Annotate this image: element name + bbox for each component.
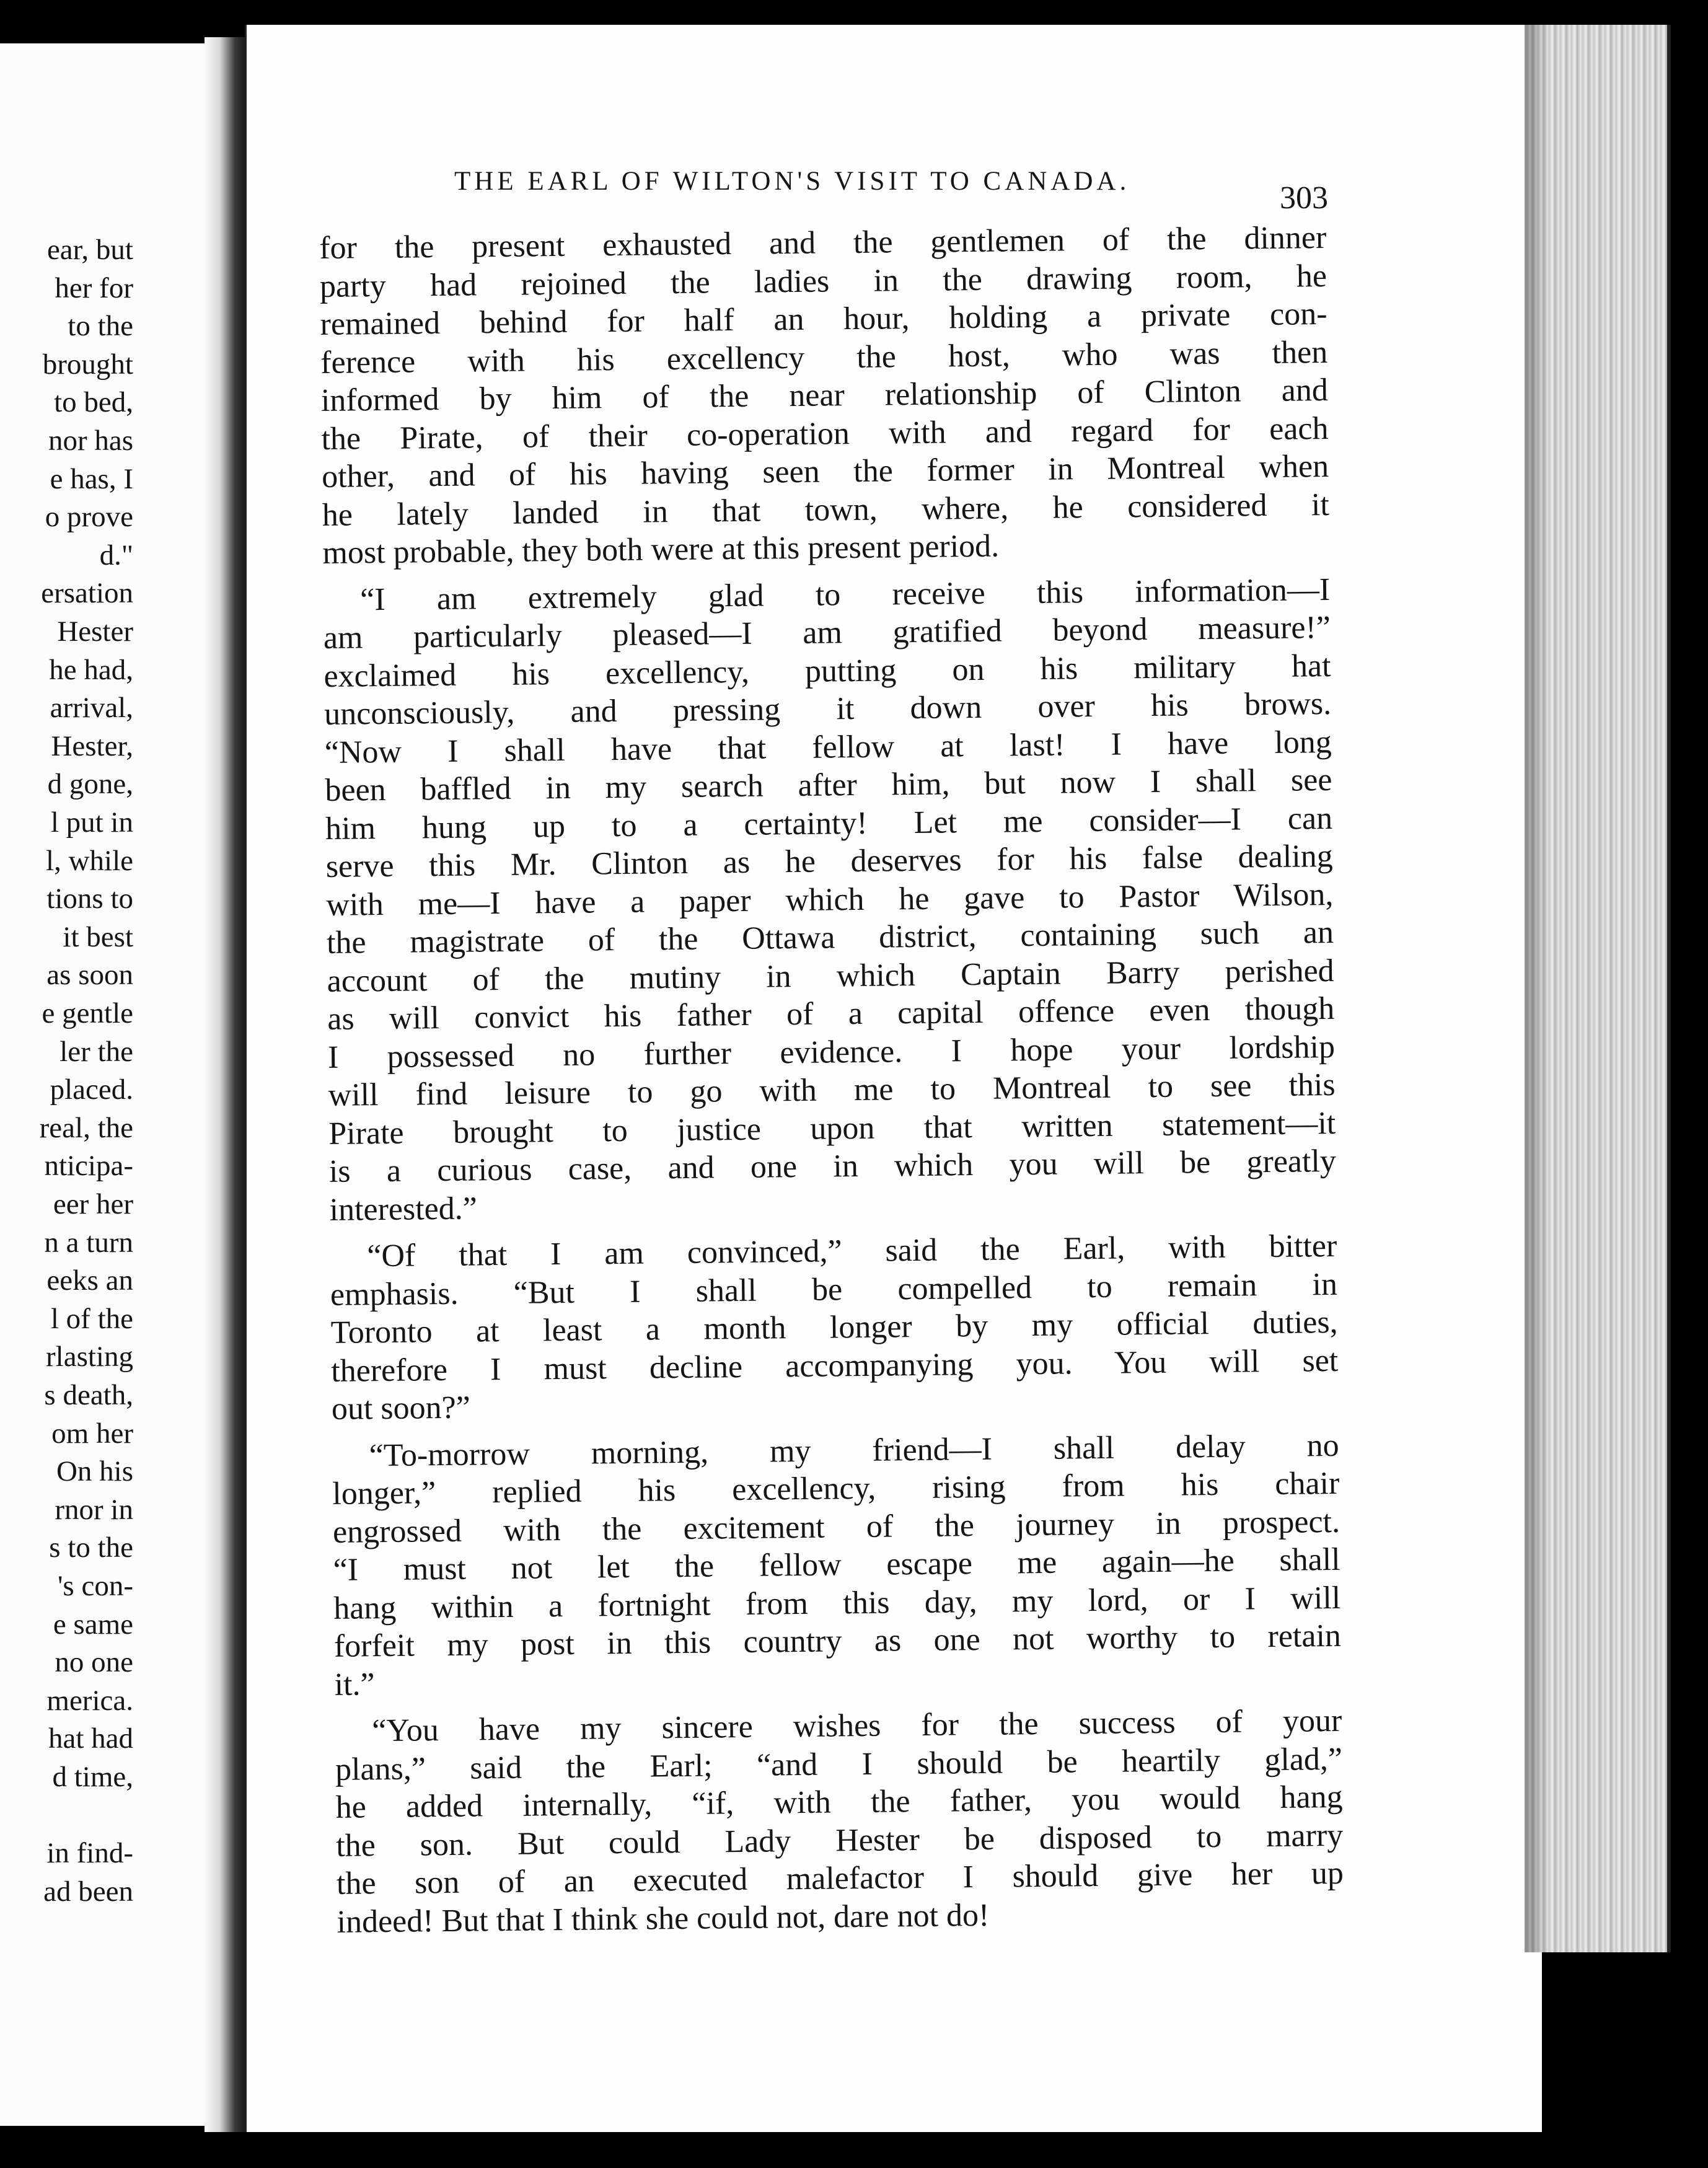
text-line: plans,” said the Earl; “and I should be heartily glad,” [335, 1741, 1343, 1787]
left-page-line: ler the [59, 1035, 133, 1068]
left-page [0, 43, 217, 2126]
left-page-line: brought [42, 348, 133, 381]
text-line: I possessed no further evidence. I hope your lordship [327, 1029, 1336, 1075]
left-page-line: ear, but [46, 234, 133, 266]
running-header: THE EARL OF WILTON'S VISIT TO CANADA. [454, 167, 1130, 196]
left-page-line: to the [68, 310, 133, 343]
left-page-line: Hester, [51, 729, 133, 762]
left-page-line: in find- [46, 1837, 133, 1870]
left-page-line: s to the [49, 1531, 133, 1564]
left-page-line: d gone, [47, 768, 133, 801]
left-page-line: n a turn [44, 1226, 133, 1259]
text-line: interested.” [329, 1190, 478, 1228]
text-line: exclaimed his excellency, putting on his military hat [324, 648, 1331, 694]
text-line: “I must not let the fellow escape me again—he shall [333, 1541, 1340, 1588]
left-page-line: no one [55, 1646, 133, 1679]
text-line: other, and of his having seen the former in Montreal when [321, 448, 1329, 495]
text-line: informed by him of the near relationship of Clinton and [320, 372, 1329, 418]
text-line: the son. But could Lady Hester be disposed to marry [336, 1817, 1344, 1864]
text-line: is a curious case, and one in which you will be greatly [328, 1143, 1337, 1189]
left-page-line: rlasting [46, 1341, 133, 1373]
text-line: most probable, they both were at this present period. [322, 528, 1000, 571]
left-page-line: nor has [48, 425, 133, 457]
paragraph [335, 1702, 1344, 1941]
left-page-line: On his [56, 1455, 133, 1488]
text-line: am particularly pleased—I am gratified beyond measure!” [323, 609, 1331, 656]
text-line: out soon?” [331, 1390, 471, 1427]
left-page-line: d time, [52, 1761, 133, 1793]
text-line: “Of that I am convinced,” said the Earl, with bitter [367, 1228, 1337, 1274]
page-edge-shadow [1525, 25, 1549, 1952]
left-page-line: it best [63, 920, 133, 953]
left-page-line: he had, [49, 653, 133, 686]
left-page-line: s death, [44, 1379, 133, 1411]
text-line: for the present exhausted and the gentlemen of the dinner [319, 219, 1327, 266]
text-line: account of the mutiny in which Captain Barry perished [327, 953, 1334, 999]
text-line: will find leisure to go with me to Montreal to see this [328, 1067, 1336, 1113]
text-line: therefore I must decline accompanying you. You will set [330, 1342, 1339, 1389]
text-line: “You have my sincere wishes for the success of your [372, 1703, 1342, 1749]
text-line: it.” [334, 1666, 375, 1703]
text-line: Toronto at least a month longer by my official duties, [330, 1304, 1338, 1351]
left-page-line: rnor in [55, 1493, 133, 1526]
left-page-line: hat had [48, 1722, 133, 1755]
text-line: “To-morrow morning, my friend—I shall delay no [369, 1427, 1339, 1473]
paragraph [323, 570, 1337, 1228]
text-line: engrossed with the excitement of the journey in prospect. [332, 1504, 1340, 1550]
text-line: as will convict his father of a capital offence even though [327, 990, 1335, 1037]
body-text [319, 219, 1344, 1941]
text-line: “I am extremely glad to receive this information—I [359, 571, 1331, 617]
text-line: ference with his excellency the host, who was then [320, 334, 1328, 381]
text-line: him hung up to a certainty! Let me consider—I can [325, 800, 1333, 847]
left-page-line: as soon [46, 959, 133, 992]
left-page-line: her for [55, 271, 133, 304]
text-line: party had rejoined the ladies in the drawing room, he [319, 258, 1327, 304]
text-line: hang within a fortnight from this day, my lord, or I will [333, 1580, 1341, 1626]
text-line: serve this Mr. Clinton as he deserves for his false dealing [325, 838, 1333, 884]
text-line: forfeit my post in this country as one not worthy to retain [333, 1618, 1342, 1664]
left-page-line: d." [99, 539, 133, 571]
text-line: been baffled in my search after him, but now I shall see [325, 762, 1332, 808]
left-page-line: 's con- [57, 1570, 133, 1602]
left-page-line: l, while [46, 844, 133, 877]
text-line: the Pirate, of their co-operation with and regard for each [321, 410, 1329, 457]
text-line: he added internally, “if, with the father, you would hang [335, 1779, 1343, 1825]
left-page-line: merica. [46, 1684, 133, 1717]
left-page-line: real, the [39, 1111, 133, 1144]
left-page-line: eer her [53, 1188, 133, 1220]
text-line: the magistrate of the Ottawa district, containing such an [326, 914, 1334, 961]
left-page-line: ad been [43, 1875, 133, 1908]
text-line: longer,” replied his excellency, rising from his chair [332, 1465, 1340, 1512]
text-line: the son of an executed malefactor I should give her up [336, 1855, 1344, 1901]
left-page-line: nticipa- [44, 1150, 133, 1183]
left-page-line: o prove [45, 501, 133, 534]
left-page-line: arrival, [50, 692, 133, 725]
text-line: “Now I shall have that fellow at last! I have long [324, 724, 1332, 770]
left-page-line: Hester [57, 615, 133, 648]
text-line: indeed! But that I think she could not, dare not do! [337, 1897, 990, 1940]
page-number: 303 [1280, 180, 1328, 216]
text-line: unconsciously, and pressing it down over his brows. [324, 685, 1332, 732]
left-page-line: om her [51, 1417, 133, 1450]
left-page-line: ersation [41, 577, 133, 610]
left-page-line: e gentle [42, 997, 133, 1029]
text-line: he lately landed in that town, where, he considered it [322, 487, 1330, 533]
text-line: with me—I have a paper which he gave to Pastor Wilson, [326, 876, 1334, 923]
left-page-line: e has, I [50, 462, 133, 495]
text-line: remained behind for half an hour, holding a private con- [320, 296, 1327, 342]
left-page-line: e same [53, 1608, 133, 1641]
paragraph [332, 1426, 1341, 1703]
paragraph [319, 219, 1330, 572]
left-page-line: l put in [50, 806, 133, 839]
paragraph [330, 1227, 1339, 1428]
left-page-line: eeks an [46, 1264, 133, 1297]
left-page-line: placed. [50, 1073, 133, 1106]
text-line: emphasis. “But I shall be compelled to remain in [330, 1266, 1338, 1313]
book-gutter [205, 37, 248, 2132]
left-page-line: l of the [50, 1302, 133, 1335]
text-line: Pirate brought to justice upon that written statement—it [328, 1105, 1336, 1152]
left-page-line: to bed, [54, 386, 133, 419]
left-page-line: tions to [46, 883, 133, 915]
